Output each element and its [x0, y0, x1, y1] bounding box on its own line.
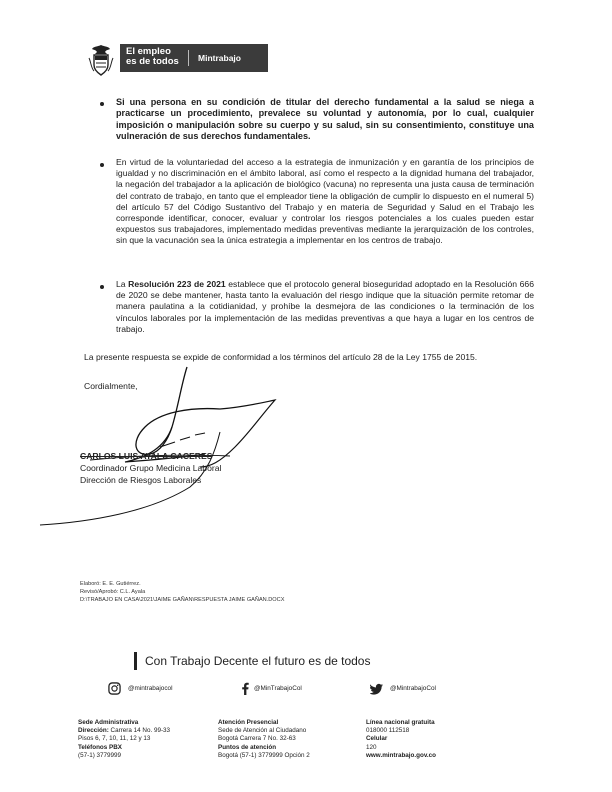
- signer-name: CARLOS LUIS AYALA CACERES: [80, 451, 213, 461]
- floors: Pisos 6, 7, 10, 11, 12 y 13: [78, 735, 151, 743]
- slogan-line-1: El empleo: [126, 46, 171, 57]
- instagram-handle[interactable]: @mintrabajocol: [128, 685, 173, 692]
- reviewed-by: Revisó/Aprobó: C.L. Ayala: [80, 589, 146, 595]
- salutation: Cordialmente,: [84, 381, 138, 391]
- admin-office-title: Sede Administrativa: [78, 719, 139, 726]
- slogan-line-2: es de todos: [126, 56, 179, 67]
- mintrabajo-logo: [120, 44, 268, 72]
- footer-motto: Con Trabajo Decente el futuro es de todos: [145, 654, 371, 668]
- motto-bar: [134, 652, 137, 670]
- signer-office: Dirección de Riesgos Laborales: [80, 475, 202, 485]
- logo-divider: [188, 50, 189, 66]
- twitter-handle[interactable]: @MintrabajoCol: [390, 685, 436, 692]
- pbx-phone: (57-1) 3779999: [78, 751, 122, 759]
- prepared-by: Elaboró: E. E. Gutiérrez.: [80, 581, 141, 587]
- national-line-number: 018000 112518: [366, 727, 410, 735]
- handwritten-signature: [30, 362, 290, 527]
- footer-national-line: [366, 719, 436, 760]
- bullet-marker: [100, 163, 104, 167]
- cellphone-label: Celular: [366, 735, 388, 743]
- footer-attention: [218, 719, 310, 760]
- facebook-handle[interactable]: @MinTrabajoCol: [254, 685, 302, 692]
- bullet-2-text: En virtud de la voluntariedad del acceso a la estrategia de inmunización y en garantía de los principios de igualdad y no discriminación en el ámbito laboral, así como el respecto a la dignidad humana del trabajador, la negación del trabajador a la aplicación de biológico (vacuna) no representa una justa causa de terminación del contrato de trabajo, en tanto que el empleador tiene la obligación de cumplir lo dispuesto en el numeral 5) del artículo 57 del Código Sustantivo del Trabajo y en materia de Seguridad y Salud en el Trabajo les corresponde identificar, conocer, evaluar y controlar los riesgos potenciales a los cuales pueden estar expuestos sus trabajadores, implementado medidas preventivas mediante la jerarquización de los controles, sin que la vacunación sea la única estrategia a implementar en los centros de trabajo.: [116, 157, 534, 246]
- signer-title: Coordinador Grupo Medicina Laboral: [80, 463, 222, 473]
- footer-admin-office: [78, 719, 170, 760]
- cellphone-number: 120: [366, 743, 377, 751]
- coat-of-arms-icon: [88, 44, 114, 76]
- bullet-marker: [100, 285, 104, 289]
- resolution-reference: Resolución 223 de 2021: [128, 279, 226, 289]
- national-line-title: Línea nacional gratuita: [366, 719, 435, 726]
- file-path: D:\TRABAJO EN CASA\2021\JAIME GAÑAN\RESPUESTA JAIME GAÑAN.DOCX: [80, 597, 285, 603]
- instagram-icon[interactable]: [108, 682, 121, 695]
- closing-statement: La presente respuesta se expide de conformidad a los términos del artículo 28 de la Ley 1755 de 2015.: [84, 352, 478, 362]
- address-value: Carrera 14 No. 99-33: [108, 727, 171, 735]
- phones-label: Teléfonos PBX: [78, 743, 122, 751]
- attention-line-3: Bogotá (57-1) 3779999 Opción 2: [218, 751, 310, 759]
- document-credits: [80, 580, 284, 604]
- facebook-icon[interactable]: [240, 682, 250, 695]
- brand-name: Mintrabajo: [198, 53, 241, 63]
- bullet-1-text: Si una persona en su condición de titular del derecho fundamental a la salud se niega a practicarse un procedimiento, prevalece su voluntad y autonomía, por lo cual, cualquier imposición o manipulación sobre su cuerpo y su salud, sin su consentimiento, constituye una vulneración de sus derechos fundamentales.: [116, 97, 534, 142]
- attention-points-label: Puntos de atención: [218, 743, 277, 751]
- bullet-3-text: La Resolución 223 de 2021 establece que el protocolo general bioseguridad adoptado en la Resolución 666 de 2020 se debe mantener, hasta tanto la evaluación del riesgo indique que la situación permite retomar de manera paulatina a la cotidianidad, y prohíbe la desmejora de las condiciones o la terminación de los vínculos laborales por la implementación de las medidas preventivas a que haya a lugar en los centros de trabajo.: [116, 279, 534, 334]
- website-link[interactable]: www.mintrabajo.gov.co: [366, 751, 436, 759]
- bullet-marker: [100, 102, 104, 106]
- attention-title: Atención Presencial: [218, 719, 279, 726]
- address-label: Dirección:: [78, 727, 109, 735]
- twitter-icon[interactable]: [370, 683, 383, 696]
- attention-line-2: Bogotá Carrera 7 No. 32-63: [218, 735, 296, 743]
- signature-block: [80, 450, 221, 486]
- attention-line-1: Sede de Atención al Ciudadano: [218, 727, 307, 735]
